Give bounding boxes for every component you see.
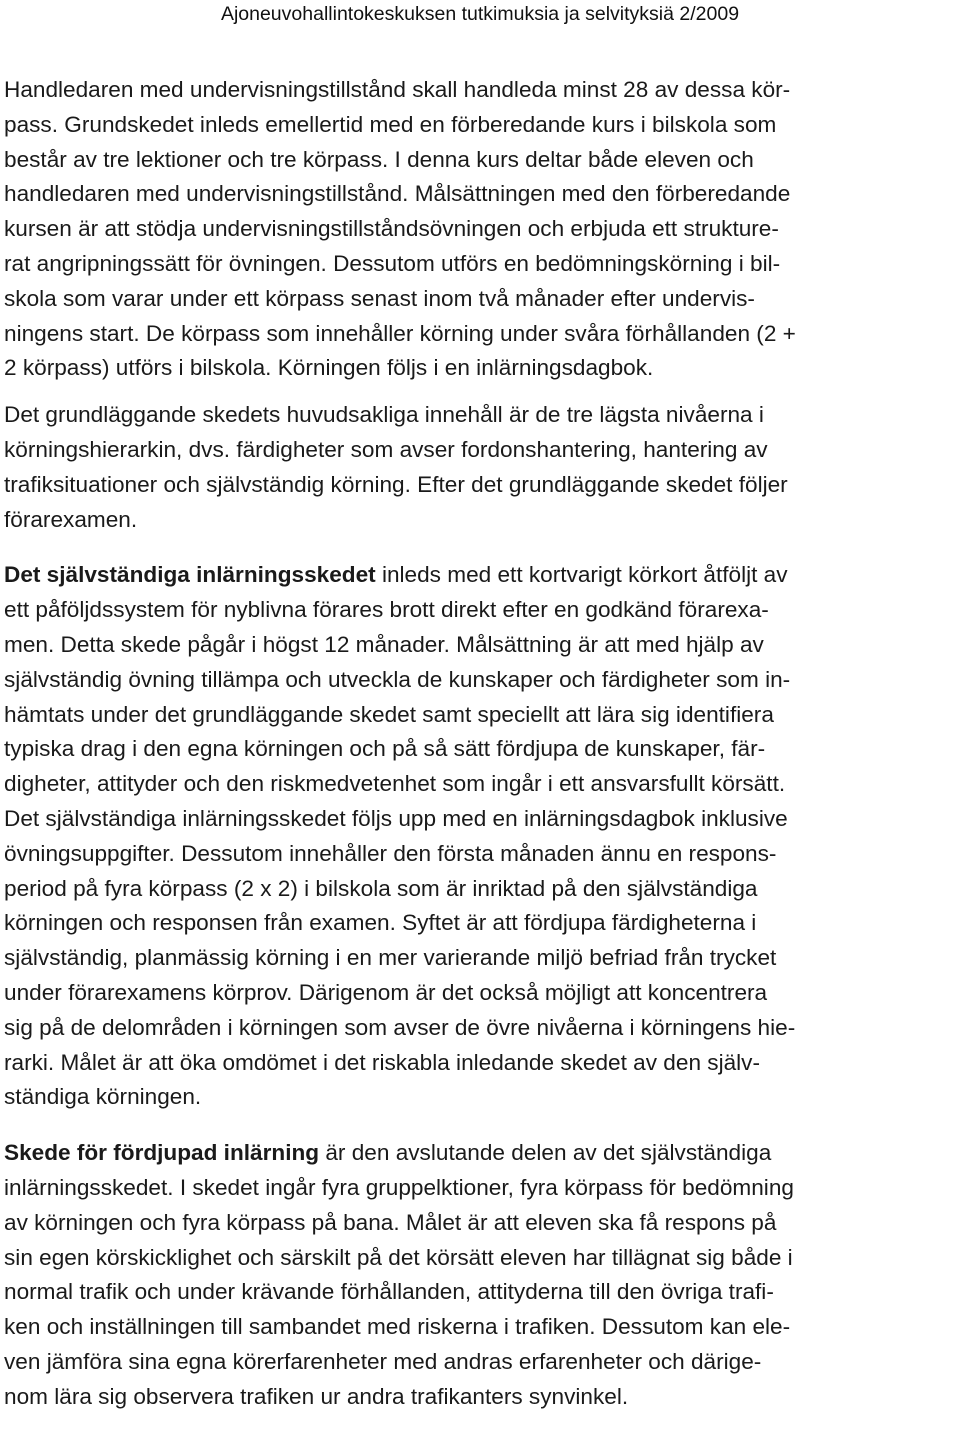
paragraph-deepened-learning-stage — [4, 1136, 954, 1414]
paragraph-preparatory-course — [4, 73, 954, 386]
text-line: ven jämföra sina egna körerfarenheter med andras erfarenheter och därige- — [4, 1348, 762, 1374]
text-line: ken och inställningen till sambandet med riskerna i trafiken. Dessutom kan ele- — [4, 1314, 791, 1340]
text-fragment: är den avslutande delen av det självständiga — [319, 1140, 772, 1166]
text-line: typiska drag i den egna körningen och på så sätt fördjupa de kunskaper, fär- — [4, 736, 766, 762]
text-line: sin egen körskicklighet och särskilt på det körsätt eleven har tillägnat sig både i — [4, 1244, 793, 1270]
text-line: körningshierarkin, dvs. färdigheter som avser fordonshantering, hantering av — [4, 436, 768, 462]
text-line: ett påföljdssystem för nyblivna förares brott direkt efter en godkänd förarexa- — [4, 597, 769, 623]
text-line — [4, 1136, 954, 1171]
text-line: ningens start. De körpass som innehåller körning under svåra förhållanden (2 + — [4, 320, 796, 346]
document-body — [4, 73, 954, 1414]
text-line: av körningen och fyra körpass på bana. Målet är att eleven ska få respons på — [4, 1209, 777, 1235]
text-line: 2 körpass) utförs i bilskola. Körningen följs i en inlärningsdagbok. — [4, 355, 654, 381]
text-line: övningsuppgifter. Dessutom innehåller den första månaden ännu en respons- — [4, 840, 777, 866]
text-line: period på fyra körpass (2 x 2) i bilskola som är inriktad på den självständiga — [4, 875, 758, 901]
text-line: består av tre lektioner och tre körpass. I denna kurs deltar både eleven och — [4, 146, 754, 172]
text-line: men. Detta skede pågår i högst 12 månader. Målsättning är att med hjälp av — [4, 631, 764, 657]
text-line: normal trafik och under krävande förhållanden, attityderna till den övriga trafi- — [4, 1279, 774, 1305]
text-line: Handledaren med undervisningstillstånd skall handleda minst 28 av dessa kör- — [4, 77, 791, 102]
text-line — [4, 558, 954, 593]
text-line: rarki. Målet är att öka omdömet i det riskabla inledande skedet av den själv- — [4, 1049, 761, 1075]
paragraph-basic-stage-content — [4, 398, 954, 537]
term-heading: Skede för fördjupad inlärning — [4, 1140, 320, 1166]
text-fragment: inleds med ett kortvarigt körkort åtföljt av — [375, 562, 788, 588]
text-line: rat angripningssätt för övningen. Dessutom utförs en bedömningskörning i bil- — [4, 250, 781, 276]
text-line: inlärningsskedet. I skedet ingår fyra gruppelktioner, fyra körpass för bedömning — [4, 1174, 794, 1200]
paragraph-independent-learning-stage — [4, 558, 954, 1115]
text-line: handledaren med undervisningstillstånd. Målsättningen med den förberedande — [4, 181, 791, 207]
term-heading: Det självständiga inlärningsskedet — [4, 562, 376, 588]
text-line: pass. Grundskedet inleds emellertid med en förberedande kurs i bilskola som — [4, 111, 777, 137]
text-line: körningen och responsen från examen. Syftet är att fördjupa färdigheterna i — [4, 910, 757, 936]
text-line: självständig övning tillämpa och utveckla de kunskaper och färdigheter som in- — [4, 666, 791, 692]
text-line: skola som varar under ett körpass senast inom två månader efter undervis- — [4, 285, 755, 311]
text-line: digheter, attityder och den riskmedvetenhet som ingår i ett ansvarsfullt körsätt. — [4, 771, 786, 797]
text-line: under förarexamens körprov. Därigenom är det också möjligt att koncentrera — [4, 979, 768, 1005]
text-line: kursen är att stödja undervisningstillståndsövningen och erbjuda ett strukture- — [4, 216, 779, 242]
text-line: sig på de delområden i körningen som avser de övre nivåerna i körningens hie- — [4, 1014, 796, 1040]
text-line: nom lära sig observera trafiken ur andra trafikanters synvinkel. — [4, 1383, 629, 1409]
running-header: Ajoneuvohallintokeskuksen tutkimuksia ja selvityksiä 2/2009 — [220, 3, 740, 25]
text-line: Det självständiga inlärningsskedet följs upp med en inlärningsdagbok inklusive — [4, 805, 788, 831]
text-line: trafiksituationer och självständig körning. Efter det grundläggande skedet följer — [4, 471, 788, 497]
text-line: ständiga körningen. — [4, 1084, 202, 1110]
text-line: hämtats under det grundläggande skedet samt speciellt att lära sig identifiera — [4, 701, 774, 727]
text-line: förarexamen. — [4, 506, 138, 532]
text-line: Det grundläggande skedets huvudsakliga innehåll är de tre lägsta nivåerna i — [4, 402, 764, 428]
text-line: självständig, planmässig körning i en mer varierande miljö befriad från trycket — [4, 945, 777, 971]
